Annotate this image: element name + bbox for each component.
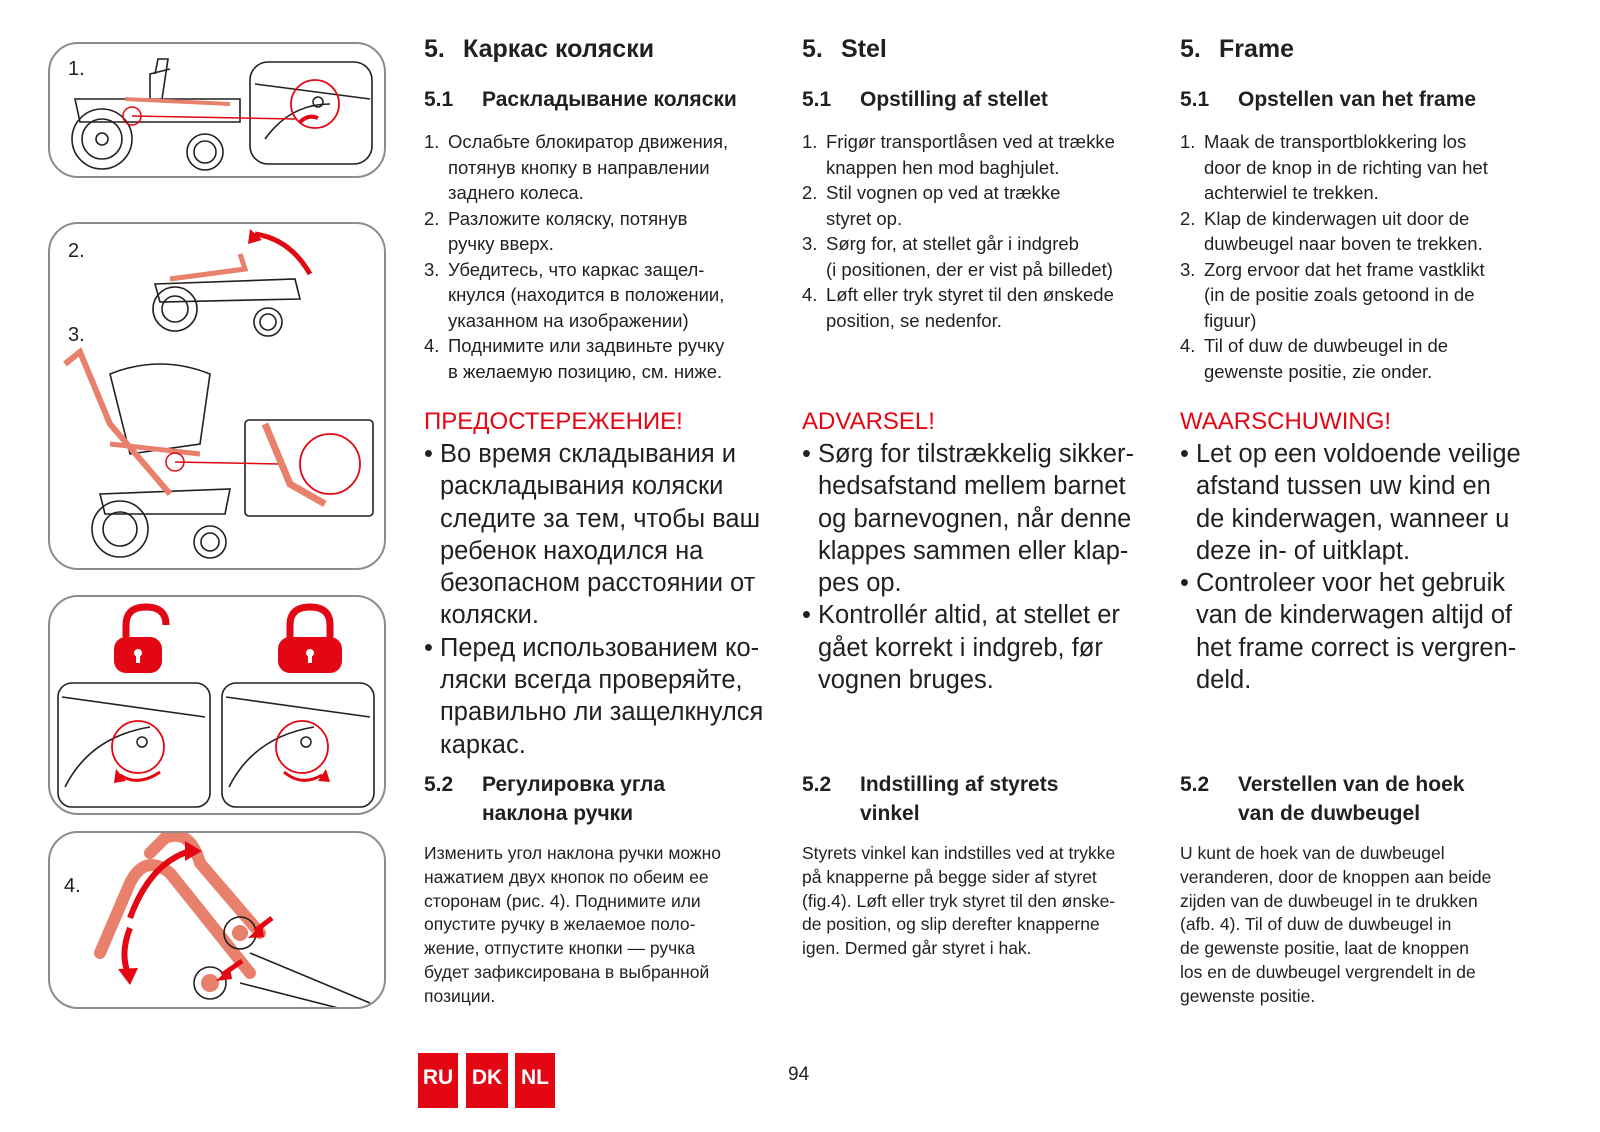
step-item: 1. Ослабьте блокиратор движения, потянув кнопку в направлении заднего колеса.	[424, 131, 729, 203]
step-item: 3. Zorg ervoor dat het frame vastklikt (in de positie zoals getoond in de figuur)	[1180, 258, 1485, 331]
step-item: 1. Frigør transportlåsen ved at trække knappen hen mod baghjulet.	[802, 131, 1115, 178]
locked-padlock-icon	[290, 607, 330, 639]
step-item: 4. Til of duw de duwbeugel in de gewenste positie, zie onder.	[1180, 335, 1449, 382]
figure-lock-panel	[48, 595, 386, 815]
handle-adjust-illustration	[50, 833, 386, 1009]
paragraph: Изменить угол наклона ручки можно нажатием двух кнопок по обеим ее сторонам (рис. 4). Поднимите или опустите ручку в желаемое поло- жение, отпустите кнопки — ручка будет зафиксирована в выбранной позиции.	[424, 843, 721, 1006]
lock-illustration	[50, 597, 386, 815]
subsection-title: 5.2 Indstilling af styrets vinkel	[802, 773, 1059, 825]
steps-list	[1180, 129, 1488, 384]
step-item: 4. Løft eller tryk styret til den ønskede position, se nedenfor.	[802, 284, 1114, 331]
subsection-title: 5.2 Регулировка угла наклона ручки	[424, 773, 666, 825]
warning-item: • Kontrollér altid, at stellet er gået korrekt i indgreb, før vognen bruges.	[802, 601, 1120, 695]
paragraph: U kunt de hoek van de duwbeugel veranderen, door de knoppen aan beide zijden van de duwbeugel in te drukken (afb. 4). Til of duw de duwbeugel in de gewenste positie, laat de knoppen los en de duwbeugel vergrendelt in de gewenste positie.	[1180, 843, 1492, 1006]
figure-1-panel	[48, 42, 386, 178]
step-item: 3. Sørg for, at stellet går i indgreb (i positionen, der er vist på billedet)	[802, 233, 1113, 280]
language-tab-nl: NL	[515, 1053, 555, 1108]
page-number: 94	[788, 1064, 810, 1085]
warning-heading: WAARSCHUWING!	[1180, 408, 1392, 435]
step-item: 2. Разложите коляску, потянув ручку вверх.	[424, 207, 688, 254]
steps-list	[424, 129, 728, 384]
step-item: 2. Stil vognen op ved at trække styret op.	[802, 182, 1061, 229]
stroller-unfolding-illustration	[50, 224, 386, 570]
step-item: 3. Убедитесь, что каркас защел- кнулся (находится в положении, указанном на изображении)	[424, 258, 725, 331]
subsection-title: 5.1 Раскладывание коляски	[424, 88, 737, 111]
figure-2-3-panel	[48, 222, 386, 570]
warning-heading: ПРЕДОСТЕРЕЖЕНИЕ!	[424, 408, 683, 435]
subsection-title: 5.1 Opstilling af stellet	[802, 88, 1048, 111]
step-item: 1. Maak de transportblokkering los door de knop in de richting van het achterwiel te trekken.	[1180, 131, 1488, 203]
subsection-title: 5.1 Opstellen van het frame	[1180, 88, 1477, 111]
section-title: 5. Stel	[802, 35, 887, 63]
warning-list	[1180, 438, 1521, 696]
warning-list	[802, 438, 1134, 696]
steps-list	[802, 129, 1115, 333]
warning-item: • Let op een voldoende veilige afstand tussen uw kind en de kinderwagen, wanneer u deze in- of uitklapt.	[1180, 440, 1521, 565]
step-item: 4. Поднимите или задвиньте ручку в желаемую позицию, см. ниже.	[424, 335, 725, 382]
paragraph: Styrets vinkel kan indstilles ved at trykke på knapperne på begge sider af styret (fig.4). Løft eller tryk styret til den ønske- de position, og slip derefter knapperne igen. Dermed går styret i hak.	[802, 843, 1116, 959]
figure-4-panel	[48, 831, 386, 1009]
language-tab-ru: RU	[418, 1053, 458, 1108]
unlocked-padlock-icon	[126, 607, 166, 639]
figure-number: 3.	[68, 324, 85, 346]
warning-item: • Во время складывания и раскладывания коляски следите за тем, чтобы ваш ребенок находился на безопасном расстоянии от коляски.	[424, 440, 761, 630]
figure-number: 1.	[68, 58, 85, 80]
warning-item: • Sørg for tilstrækkelig sikker- hedsafstand mellem barnet og barnevognen, når denne klappes sammen eller klap- pes op.	[802, 440, 1134, 598]
figure-number: 2.	[68, 240, 85, 262]
section-title: 5. Каркас коляски	[424, 35, 655, 63]
subsection-title: 5.2 Verstellen van de hoek van de duwbeugel	[1180, 773, 1465, 825]
warning-heading: ADVARSEL!	[802, 408, 935, 435]
section-title: 5. Frame	[1180, 35, 1295, 63]
step-item: 2. Klap de kinderwagen uit door de duwbeugel naar boven te trekken.	[1180, 207, 1483, 254]
warning-item: • Controleer voor het gebruik van de kinderwagen altijd of het frame correct is vergren- deld.	[1180, 569, 1517, 695]
warning-list	[424, 438, 763, 761]
stroller-folded-illustration	[50, 44, 386, 178]
warning-item: • Перед использованием ко- ляски всегда проверяйте, правильно ли защелкнулся каркас.	[424, 633, 764, 759]
figure-number: 4.	[64, 875, 81, 897]
language-tab-dk: DK	[466, 1053, 508, 1108]
